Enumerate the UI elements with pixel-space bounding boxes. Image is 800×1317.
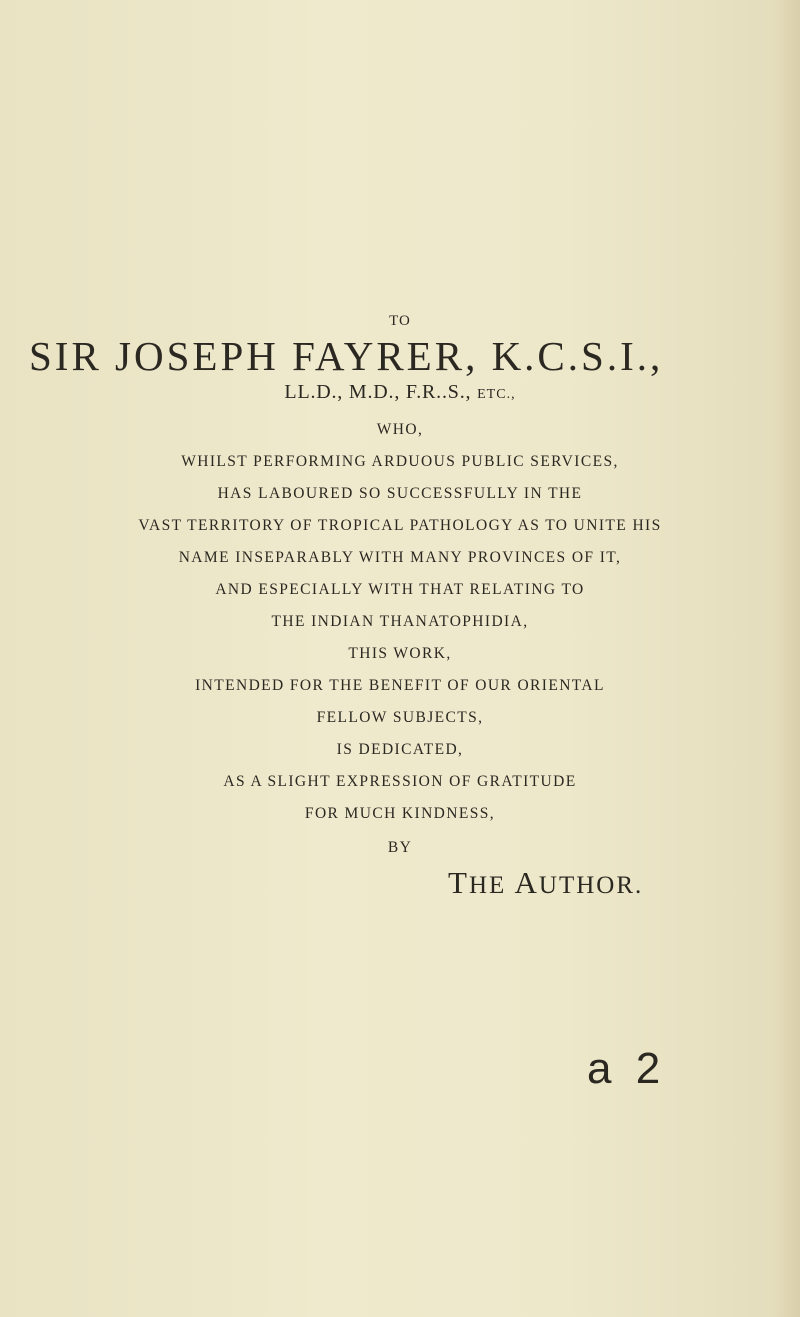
- printer-signature-mark: a 2: [587, 1044, 667, 1093]
- dedication-line: AS A SLIGHT EXPRESSION OF GRATITUDE: [223, 773, 577, 790]
- dedication-line: THIS WORK,: [348, 645, 452, 662]
- dedicatee-name: SIR JOSEPH FAYRER, K.C.S.I.,: [29, 333, 664, 379]
- degrees-text: LL.D., M.D., F.R..S.,: [284, 381, 472, 403]
- dedication-line: THE INDIAN THANATOPHIDIA,: [271, 613, 529, 630]
- author-initial-t: T: [448, 865, 469, 900]
- author-rest: UTHOR.: [538, 872, 644, 899]
- dedication-line: IS DEDICATED,: [336, 741, 464, 758]
- dedication-line: FELLOW SUBJECTS,: [316, 709, 484, 726]
- dedication-line: INTENDED FOR THE BENEFIT OF OUR ORIENTAL: [195, 677, 605, 694]
- dedication-line: BY: [387, 839, 413, 856]
- author-he: HE: [468, 872, 515, 899]
- dedication-to: TO: [389, 313, 411, 329]
- author-initial-a: A: [514, 865, 539, 900]
- dedicatee-degrees: [0, 381, 800, 404]
- dedication-line: VAST TERRITORY OF TROPICAL PATHOLOGY AS TO UNITE HIS: [138, 517, 662, 534]
- dedication-line: NAME INSEPARABLY WITH MANY PROVINCES OF IT,: [178, 549, 622, 566]
- dedication-line: HAS LABOURED SO SUCCESSFULLY IN THE: [217, 485, 583, 502]
- dedication-line: WHO,: [376, 421, 424, 438]
- dedication-line: AND ESPECIALLY WITH THAT RELATING TO: [215, 581, 585, 598]
- dedication-line: WHILST PERFORMING ARDUOUS PUBLIC SERVICES,: [181, 453, 619, 470]
- dedication-line: FOR MUCH KINDNESS,: [304, 805, 496, 822]
- author-signature-line: [448, 865, 643, 901]
- degrees-etc: ETC.,: [477, 387, 516, 402]
